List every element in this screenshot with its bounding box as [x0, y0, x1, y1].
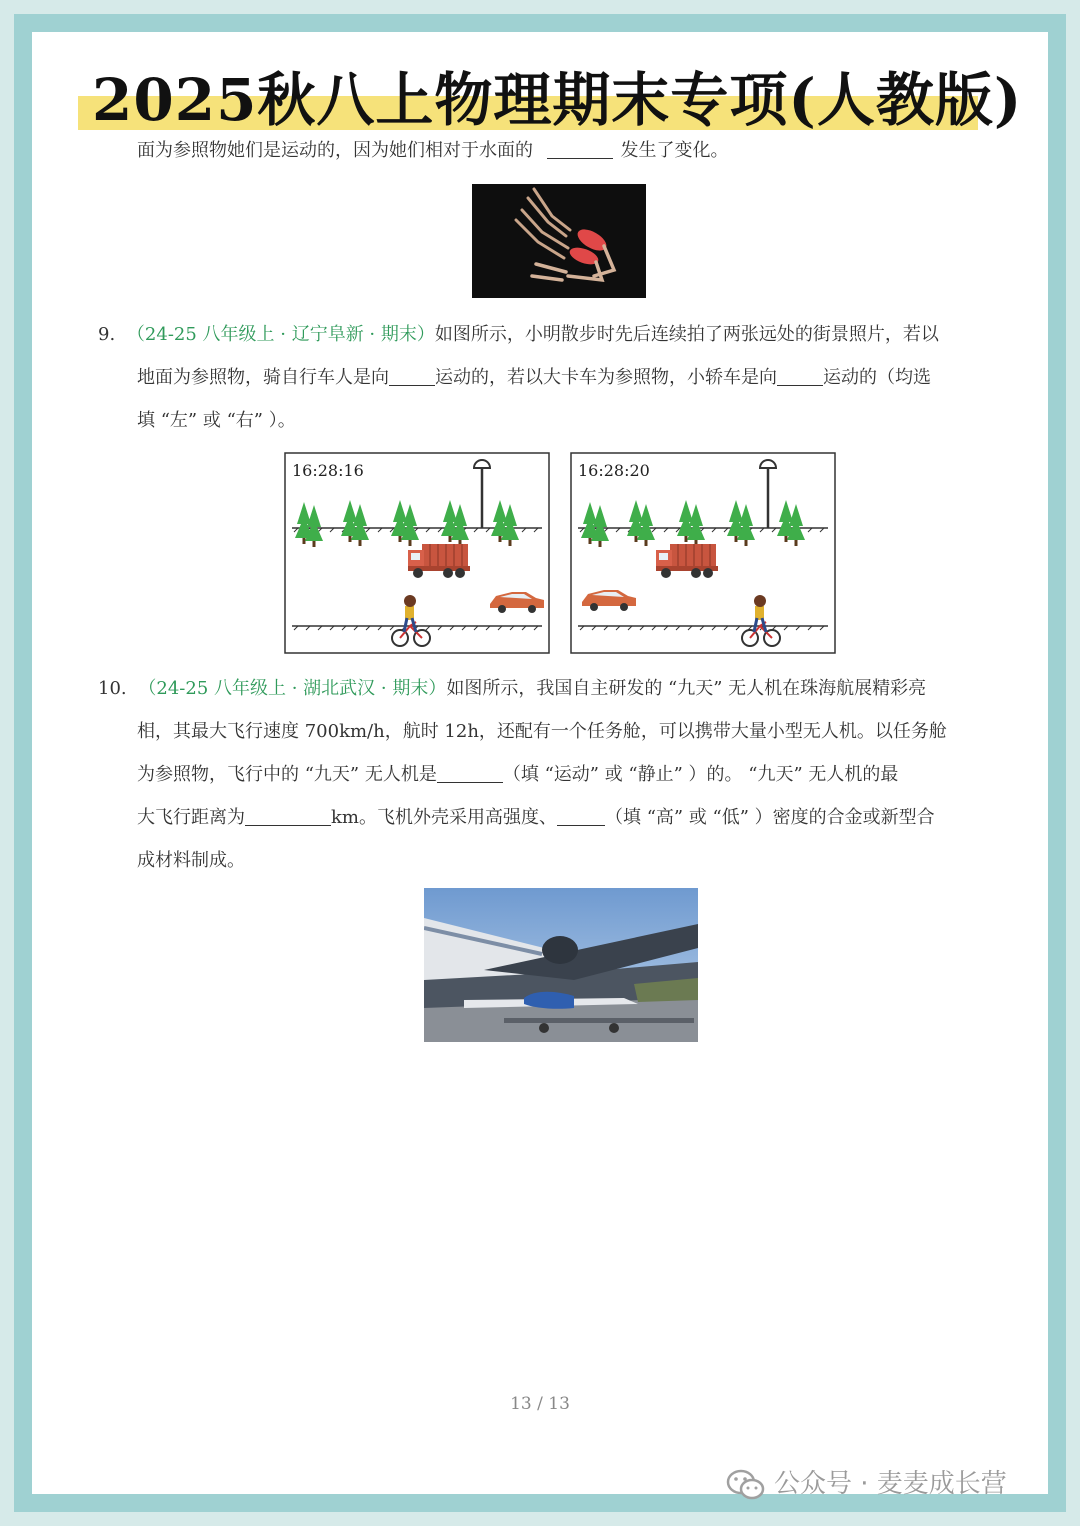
document-page: [32, 32, 1048, 1499]
diving-photo: [472, 184, 646, 298]
page-title: 2025秋八上物理期末专项(人教版): [92, 66, 1023, 134]
title-area: [32, 32, 1048, 142]
q10-line-1: [98, 678, 926, 700]
q9-source: （24-25 八年级上 · 辽宁阜新 · 期末）: [126, 324, 435, 345]
q10-text-3b: （填 “运动” 或 “静止” ）的。 “九天” 无人机的最: [502, 764, 899, 785]
street-figure: [284, 452, 836, 654]
q9-line-2: [137, 367, 931, 389]
watermark-text: 公众号 · 麦麦成长营: [774, 1469, 1007, 1499]
q9-line-3: 填 “左” 或 “右” ）。: [137, 410, 296, 431]
page-number: 13 / 13: [510, 1394, 570, 1414]
photo-time-left: 16:28:16: [292, 461, 364, 480]
q10-line-3: [137, 764, 898, 786]
q8-text-after: 发生了变化。: [620, 140, 729, 161]
q9-line-1: [98, 324, 939, 346]
q10-blank-1: [437, 764, 503, 783]
q10-source: （24-25 八年级上 · 湖北武汉 · 期末）: [138, 678, 447, 699]
q10-text-4c: （填 “高” 或 “低” ）密度的合金或新型合: [604, 807, 935, 828]
q9-blank-1: [389, 367, 435, 386]
q8-blank: [547, 140, 613, 159]
q10-blank-3: [557, 807, 605, 826]
q9-text-2a: 地面为参照物，骑自行车人是向: [137, 367, 389, 388]
q9-text-2b: 运动的，若以大卡车为参照物，小轿车是向: [435, 367, 777, 388]
q10-line-5: 成材料制成。: [137, 850, 245, 871]
q10-line-2: 相，其最大飞行速度 700km/h，航时 12h，还配有一个任务舱，可以携带大量小型无人机。以任务舱: [137, 721, 947, 742]
q8-text-before: 面为参照物她们是运动的，因为她们相对于水面的: [137, 140, 533, 161]
q10-line-4: [137, 807, 935, 829]
q9-blank-2: [777, 367, 823, 386]
q10-text-3a: 为参照物，飞行中的 “九天” 无人机是: [137, 764, 437, 785]
q10-number: 10.: [98, 678, 127, 699]
q9-text-2c: 运动的（均选: [823, 367, 931, 388]
q10-text-1: 如图所示，我国自主研发的 “九天” 无人机在珠海航展精彩亮: [446, 678, 927, 699]
q9-text-1: 如图所示，小明散步时先后连续拍了两张远处的街景照片，若以: [434, 324, 939, 345]
wechat-icon: [726, 1469, 766, 1501]
q10-text-4a: 大飞行距离为: [137, 807, 245, 828]
q10-text-4b: km。飞机外壳采用高强度、: [331, 807, 557, 828]
q10-blank-2: [245, 807, 331, 826]
photo-time-right: 16:28:20: [578, 461, 650, 480]
q9-number: 9.: [98, 324, 116, 345]
drone-photo: [424, 888, 698, 1042]
watermark: [726, 1464, 1007, 1504]
q8-tail-line: [137, 140, 728, 162]
